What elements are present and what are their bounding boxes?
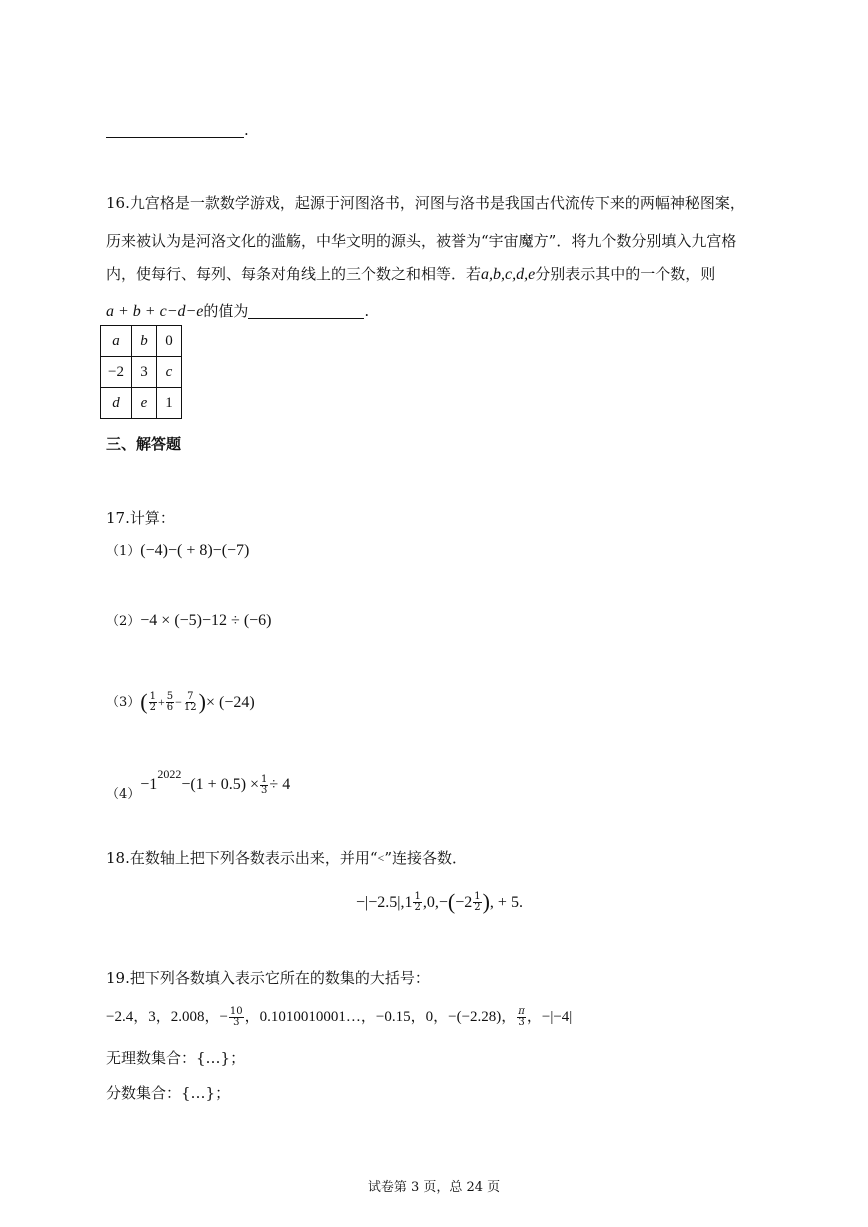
left-paren: (	[447, 889, 456, 914]
denominator: 3	[518, 1016, 525, 1028]
denominator: 2	[474, 901, 481, 913]
denominator: 3	[261, 785, 268, 796]
numerator: 1	[474, 890, 481, 902]
number-list-b: ，0.1010010001…，−0.15，0，−(−2.28)，	[244, 1008, 517, 1025]
answer-blank[interactable]	[248, 303, 364, 319]
numerator: 1	[261, 774, 268, 785]
irrational-set[interactable]: 无理数集合：{…}；	[106, 1049, 246, 1067]
grid-cell: 1	[157, 388, 182, 419]
grid-cell: d	[101, 388, 132, 419]
part-expression: −1	[140, 776, 158, 793]
page-footer: 试卷第 3 页，总 24 页	[367, 1180, 501, 1195]
numerator: 5	[166, 690, 174, 702]
number-list-a: −2.4，3，2.008，−	[106, 1008, 228, 1025]
denominator: 2	[414, 901, 421, 913]
exponent: 2022	[157, 767, 182, 781]
denominator: 3	[233, 1016, 240, 1028]
number-item: , + 5.	[489, 893, 523, 911]
part-label: （4）	[106, 787, 141, 802]
operator: +	[157, 694, 165, 709]
grid-cell: 3	[132, 357, 157, 388]
part-expression: −(1 + 0.5) ×	[181, 776, 260, 793]
fraction	[149, 692, 157, 713]
q17-part1	[106, 543, 249, 559]
fraction-set[interactable]: 分数集合：{…}；	[106, 1084, 231, 1102]
numerator: π	[518, 1005, 525, 1017]
left-paren: (	[140, 689, 148, 714]
denominator: 12	[183, 701, 197, 713]
numerator: 1	[414, 890, 421, 902]
q19-numbers	[106, 1002, 572, 1032]
numerator: 10	[229, 1005, 243, 1017]
mixed-number-whole: −2	[455, 893, 473, 911]
number-item: ,0,−	[422, 893, 448, 911]
operator: −	[175, 694, 182, 709]
grid-row	[101, 388, 182, 419]
answer-blank[interactable]	[106, 122, 244, 138]
numerator: 1	[149, 690, 156, 702]
q18-title-a: 18.在数轴上把下列各数表示出来，并用“	[106, 849, 378, 867]
grid-cell: −2	[101, 357, 132, 388]
denominator: 2	[149, 701, 156, 713]
less-than-symbol: <	[377, 851, 385, 865]
q15-answer-blank-line	[106, 122, 249, 138]
number-item: −|−2.5|,	[356, 893, 405, 911]
part-expression: × (−24)	[205, 693, 255, 711]
end-mark: .	[364, 302, 370, 320]
q17-part3	[106, 684, 255, 720]
grid-cell: a	[101, 326, 132, 357]
grid-cell: e	[132, 388, 157, 419]
grid-cell: b	[132, 326, 157, 357]
grid-row	[101, 357, 182, 388]
part-expression: −4 × (−5)−12 ÷ (−6)	[140, 612, 272, 629]
q16-line3-text-b: 分别表示其中的一个数，则	[535, 265, 716, 283]
q16-expression: a + b + c−d−e	[106, 303, 204, 320]
fraction	[166, 692, 174, 713]
part-label: （3）	[106, 694, 141, 710]
q16-line3-text-a: 内，使每行、每列、每条对角线上的三个数之和相等．若	[106, 265, 482, 283]
q16-variables: a,b,c,d,e	[481, 266, 536, 283]
grid-cell: 0	[157, 326, 182, 357]
section-title: 三、解答题	[106, 435, 182, 453]
q17-part2	[106, 613, 272, 629]
q16-line4	[106, 303, 369, 319]
q17-title: 17.计算：	[106, 509, 175, 527]
number-list-c: ，−|−4|	[526, 1008, 573, 1025]
part-label: （1）	[106, 544, 141, 559]
fraction	[229, 1007, 244, 1028]
part-expression: ÷ 4	[269, 776, 291, 793]
q16-line3	[106, 267, 715, 282]
nine-grid-table	[100, 325, 182, 419]
part-expression: (−4)−( + 8)−(−7)	[140, 542, 250, 559]
grid-cell: c	[157, 357, 182, 388]
part-label: （2）	[106, 614, 141, 629]
q16-line2: 历来被认为是河洛文化的滥觞，中华文明的源头，被誉为“宇宙魔方”．将九个数分别填入九宫格	[106, 232, 737, 250]
grid-row	[101, 326, 182, 357]
q19-title: 19.把下列各数填入表示它所在的数集的大括号：	[106, 969, 430, 987]
q16-value-label: 的值为	[203, 302, 249, 320]
end-mark: .	[244, 121, 249, 139]
right-paren: )	[482, 889, 490, 914]
fraction	[473, 892, 481, 913]
q18-title	[106, 851, 467, 866]
denominator: 6	[166, 701, 174, 713]
fraction	[413, 892, 421, 913]
right-paren: )	[198, 689, 206, 714]
q16-line1: 16.九宫格是一款数学游戏，起源于河图洛书，河图与洛书是我国古代流传下来的两幅神秘图案，	[106, 194, 745, 212]
fraction	[183, 692, 198, 713]
q18-title-b: ”连接各数．	[384, 849, 467, 867]
mixed-number-whole: 1	[404, 893, 413, 911]
numerator: 7	[187, 690, 194, 702]
q17-part4	[106, 766, 290, 802]
q18-numbers	[356, 884, 523, 920]
fraction	[260, 775, 268, 796]
fraction	[517, 1007, 526, 1028]
